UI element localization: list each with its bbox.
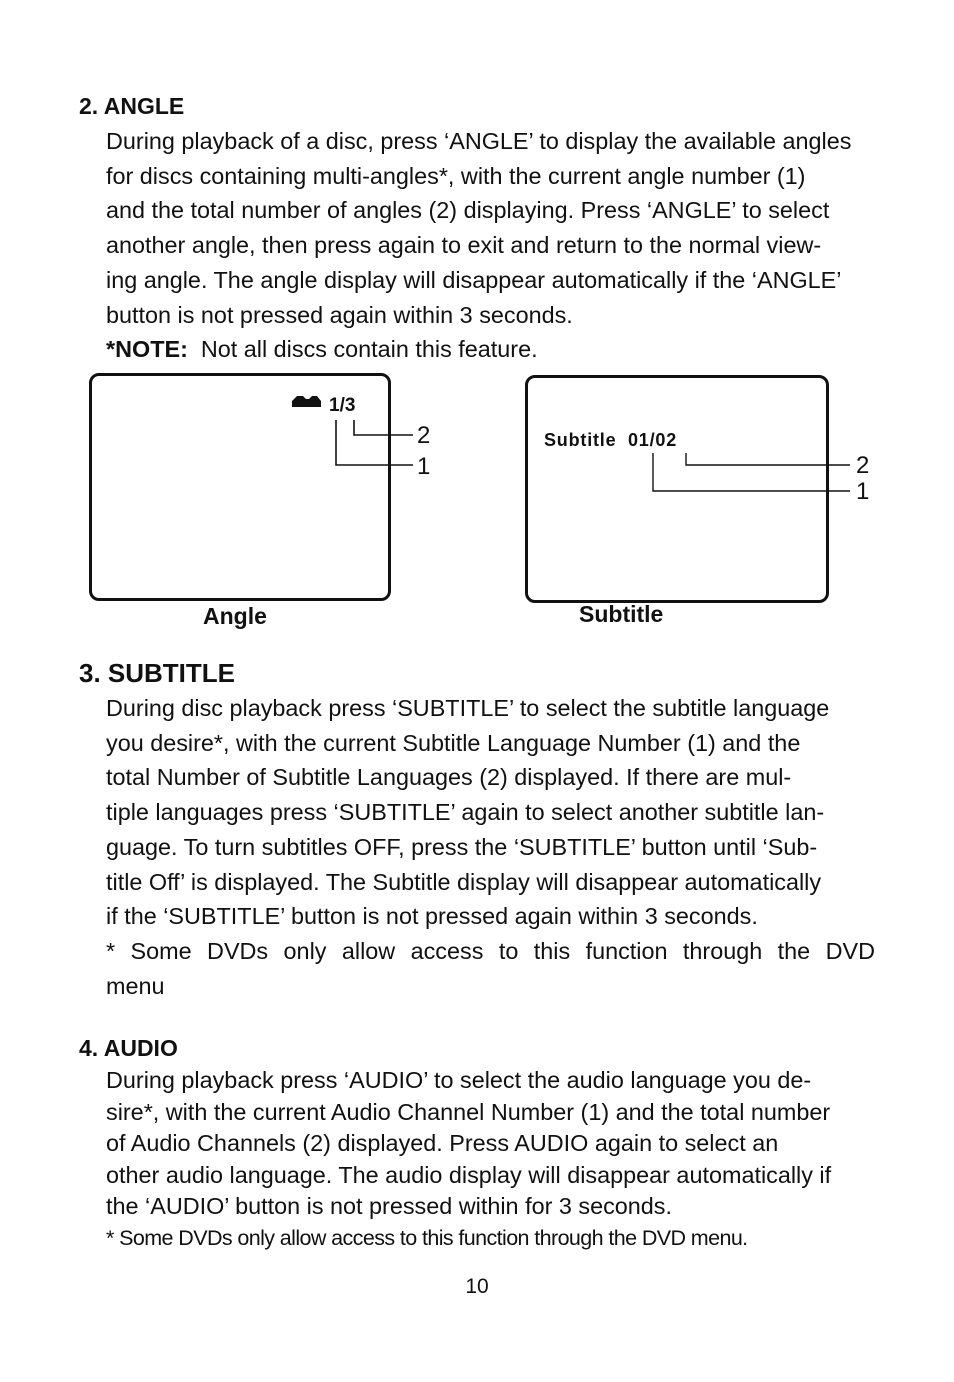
subtitle-line: if the ‘SUBTITLE’ button is not pressed again within 3 seconds. xyxy=(106,903,758,930)
subtitle-callout-line-1 xyxy=(653,453,850,491)
subtitle-heading: 3. SUBTITLE xyxy=(79,658,236,688)
angle-callout-line-2 xyxy=(354,420,413,435)
angle-line: ing angle. The angle display will disappear automatically if the ‘ANGLE’ xyxy=(106,266,842,293)
audio-line: the ‘AUDIO’ button is not pressed within for 3 seconds. xyxy=(106,1193,672,1219)
audio-line: of Audio Channels (2) displayed. Press AUDIO again to select an xyxy=(106,1130,779,1156)
audio-line: sire*, with the current Audio Channel Number (1) and the total number xyxy=(106,1098,831,1125)
camera-icon xyxy=(292,396,321,407)
angle-caption: Angle xyxy=(203,603,267,629)
audio-heading: 4. AUDIO xyxy=(79,1035,178,1061)
angle-callout-2: 2 xyxy=(417,422,431,449)
audio-paragraph xyxy=(106,1065,875,1223)
subtitle-paragraph xyxy=(106,691,875,1003)
note-text: Not all discs contain this feature. xyxy=(200,336,538,362)
angle-line: another angle, then press again to exit and return to the normal view- xyxy=(106,232,822,259)
subtitle-callout-line-2 xyxy=(686,453,850,465)
subtitle-line: * Some DVDs only allow access to this function through the DVD xyxy=(106,937,875,964)
angle-line: During playback of a disc, press ‘ANGLE’ to display the available angles xyxy=(106,128,852,154)
subtitle-callout-1: 1 xyxy=(856,478,870,505)
subtitle-line: During disc playback press ‘SUBTITLE’ to select the subtitle language xyxy=(106,695,830,721)
angle-callout-1: 1 xyxy=(417,453,431,480)
angle-osd-text: 1/3 xyxy=(329,395,356,416)
audio-line: other audio language. The audio display will disappear automatically if xyxy=(106,1161,832,1188)
subtitle-osd-text: Subtitle 01/02 xyxy=(544,430,678,450)
audio-line: During playback press ‘AUDIO’ to select the audio language you de- xyxy=(106,1067,812,1093)
subtitle-callout-2: 2 xyxy=(856,452,870,479)
note-label: *NOTE: xyxy=(106,336,188,362)
angle-line: button is not pressed again within 3 seconds. xyxy=(106,301,573,328)
audio-footnote: * Some DVDs only allow access to this function through the DVD menu. xyxy=(106,1226,748,1250)
angle-heading: 2. ANGLE xyxy=(79,93,185,119)
angle-line: and the total number of angles (2) displaying. Press ‘ANGLE’ to select xyxy=(106,197,830,224)
subtitle-line: menu xyxy=(106,972,165,999)
subtitle-line: tiple languages press ‘SUBTITLE’ again to select another subtitle lan- xyxy=(106,799,825,826)
angle-callout-line-1 xyxy=(336,420,413,465)
subtitle-line: you desire*, with the current Subtitle Language Number (1) and the xyxy=(106,729,801,756)
figure-overlay xyxy=(0,0,954,660)
subtitle-line: total Number of Subtitle Languages (2) displayed. If there are mul- xyxy=(106,764,792,791)
subtitle-line: guage. To turn subtitles OFF, press the ‘SUBTITLE’ button until ‘Sub- xyxy=(106,833,818,860)
page-number: 10 xyxy=(465,1275,489,1298)
angle-line: for discs containing multi-angles*, with the current angle number (1) xyxy=(106,162,806,189)
subtitle-caption: Subtitle xyxy=(579,601,664,627)
subtitle-line: title Off’ is displayed. The Subtitle display will disappear automatically xyxy=(106,868,822,895)
